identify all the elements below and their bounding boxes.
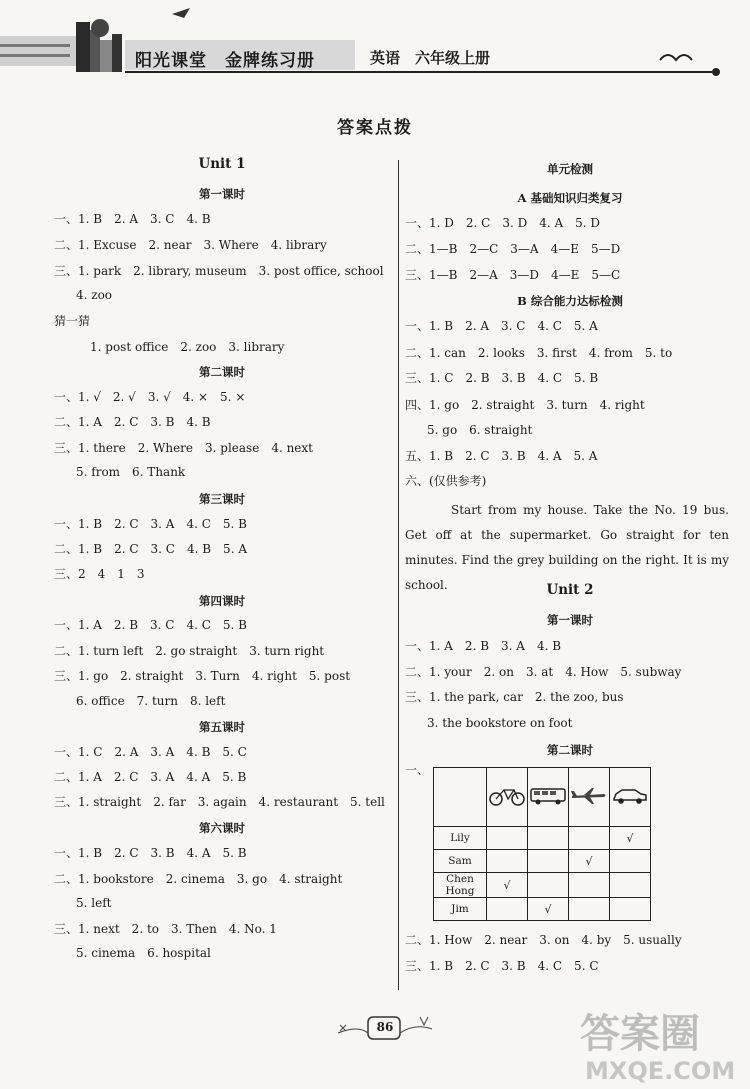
answer-line: 一、1. C 2. A 3. A 4. B 5. C bbox=[54, 745, 247, 759]
car-icon bbox=[611, 786, 649, 806]
lesson-heading: 第三课时 bbox=[199, 492, 245, 506]
page-title: 答案点拨 bbox=[337, 118, 413, 138]
lesson-heading: 第一课时 bbox=[199, 187, 245, 201]
header-stripe bbox=[0, 44, 70, 47]
mark-cell: √ bbox=[487, 873, 528, 898]
answer-line: 一、1. A 2. B 3. A 4. B bbox=[405, 639, 562, 653]
leaf-icon bbox=[420, 1017, 428, 1025]
bus-icon bbox=[529, 786, 567, 806]
watermark-url: MXQE.COM bbox=[585, 1057, 736, 1085]
answer-line: 一、1. B 2. C 3. B 4. A 5. B bbox=[54, 846, 247, 860]
mark-cell bbox=[610, 850, 651, 873]
answer-line: 5. go 6. straight bbox=[427, 423, 533, 437]
answer-line: 3. the bookstore on foot bbox=[427, 716, 573, 730]
header-decoration bbox=[0, 0, 750, 90]
bicycle-icon bbox=[488, 786, 526, 806]
unit-heading: Unit 2 bbox=[546, 582, 594, 598]
answer-line: 一、1. B 2. A 3. C 4. C 5. A bbox=[405, 319, 598, 333]
mark-cell bbox=[610, 898, 651, 921]
answer-line: 一、1. B 2. A 3. C 4. B bbox=[54, 212, 211, 226]
answer-line: 三、1. B 2. C 3. B 4. C 5. C bbox=[405, 959, 599, 973]
lesson-heading: 第二课时 bbox=[199, 365, 245, 379]
table-row bbox=[434, 850, 651, 873]
answer-line: 一、1. B 2. C 3. A 4. C 5. B bbox=[54, 517, 247, 531]
answer-line: 六、(仅供参考) bbox=[405, 474, 487, 488]
answer-line: 三、1. there 2. Where 3. please 4. next bbox=[54, 441, 314, 455]
answer-line: 二、1. turn left 2. go straight 3. turn right bbox=[54, 644, 325, 658]
table-header-cell bbox=[487, 768, 528, 827]
lesson-heading: 第四课时 bbox=[199, 594, 245, 608]
student-name-cell: Jim bbox=[434, 898, 487, 921]
answer-line: 一、1. √ 2. √ 3. √ 4. × 5. × bbox=[54, 390, 246, 404]
student-name-cell: Chen Hong bbox=[434, 873, 487, 898]
mark-cell bbox=[528, 873, 569, 898]
mark-cell bbox=[528, 850, 569, 873]
answer-line: 一、1. D 2. C 3. D 4. A 5. D bbox=[405, 216, 601, 230]
student-name-cell: Sam bbox=[434, 850, 487, 873]
section-heading: 单元检测 bbox=[547, 162, 593, 176]
table-row bbox=[434, 873, 651, 898]
answer-line: 三、1. C 2. B 3. B 4. C 5. B bbox=[405, 371, 599, 385]
unit-heading: Unit 1 bbox=[198, 156, 246, 172]
footer-swirl bbox=[400, 1027, 432, 1033]
birds-icon bbox=[660, 55, 692, 60]
answer-line: 一、1. A 2. B 3. C 4. C 5. B bbox=[54, 618, 247, 632]
answer-line: 二、1. bookstore 2. cinema 3. go 4. straight bbox=[54, 872, 343, 886]
section-heading: 猜一猜 bbox=[54, 314, 91, 328]
column-divider bbox=[398, 160, 399, 990]
mark-cell bbox=[528, 827, 569, 850]
mark-cell: √ bbox=[528, 898, 569, 921]
answer-line: 1. post office 2. zoo 3. library bbox=[90, 340, 285, 354]
answer-line: 二、1. can 2. looks 3. first 4. from 5. to bbox=[405, 346, 673, 360]
plane-icon bbox=[570, 786, 608, 806]
essay-paragraph: Start from my house. Take the No. 19 bus. Get off at the supermarket. Go straight for ten minutes. Find the grey building on the right. It is my school. bbox=[405, 503, 729, 592]
page-footer bbox=[0, 1005, 750, 1085]
paper-plane-icon bbox=[172, 8, 190, 18]
star-icon bbox=[340, 1025, 346, 1031]
footer-decoration bbox=[0, 1005, 750, 1085]
answer-line: 三、1—B 2—A 3—D 4—E 5—C bbox=[405, 268, 621, 282]
lesson-heading: 第六课时 bbox=[199, 821, 245, 835]
answer-line: 三、1. straight 2. far 3. again 4. restaurant 5. tell bbox=[54, 795, 385, 809]
table-header-cell bbox=[569, 768, 610, 827]
answer-line: 四、1. go 2. straight 3. turn 4. right bbox=[405, 398, 645, 412]
transport-table bbox=[433, 767, 651, 921]
section-heading: B 综合能力达标检测 bbox=[517, 294, 623, 308]
answer-line: 二、1. Excuse 2. near 3. Where 4. library bbox=[54, 238, 327, 252]
mark-cell: √ bbox=[569, 850, 610, 873]
answer-line: 五、1. B 2. C 3. B 4. A 5. A bbox=[405, 449, 598, 463]
section-heading: A 基础知识归类复习 bbox=[517, 191, 623, 205]
answer-line: 三、1. go 2. straight 3. Turn 4. right 5. post bbox=[54, 669, 351, 683]
table-corner-cell bbox=[434, 768, 487, 827]
answer-line: 5. from 6. Thank bbox=[76, 465, 186, 479]
book-series-title: 阳光课堂 金牌练习册 bbox=[135, 51, 315, 71]
answer-line: 二、1. your 2. on 3. at 4. How 5. subway bbox=[405, 665, 682, 679]
table-row bbox=[434, 898, 651, 921]
table-header-cell bbox=[610, 768, 651, 827]
header-rule-dot bbox=[712, 68, 720, 76]
answer-line: 三、2 4 1 3 bbox=[54, 567, 145, 581]
answer-line: 4. zoo bbox=[76, 288, 113, 302]
footer-swirl bbox=[338, 1029, 368, 1033]
answer-line: 三、1. the park, car 2. the zoo, bus bbox=[405, 690, 624, 704]
answer-line: 二、1. A 2. C 3. B 4. B bbox=[54, 415, 211, 429]
answer-line: 三、1. next 2. to 3. Then 4. No. 1 bbox=[54, 922, 277, 936]
table-header-row bbox=[434, 768, 651, 827]
mark-cell bbox=[487, 827, 528, 850]
lesson-heading: 第五课时 bbox=[199, 720, 245, 734]
mark-cell bbox=[487, 850, 528, 873]
mark-cell bbox=[569, 827, 610, 850]
table-row bbox=[434, 827, 651, 850]
watermark-logo: 答案圈 bbox=[580, 1011, 700, 1057]
mark-cell: √ bbox=[610, 827, 651, 850]
answer-line: 6. office 7. turn 8. left bbox=[76, 694, 226, 708]
header-left-band bbox=[0, 36, 84, 66]
mark-cell bbox=[569, 898, 610, 921]
answer-line: 二、1—B 2—C 3—A 4—E 5—D bbox=[405, 242, 621, 256]
mark-cell bbox=[569, 873, 610, 898]
lesson-heading: 第一课时 bbox=[547, 613, 593, 627]
mark-cell bbox=[610, 873, 651, 898]
book-subject-label: 英语 六年级上册 bbox=[370, 49, 491, 67]
student-name-cell: Lily bbox=[434, 827, 487, 850]
mark-cell bbox=[487, 898, 528, 921]
answer-line: 5. cinema 6. hospital bbox=[76, 946, 211, 960]
answer-line: 二、1. A 2. C 3. A 4. A 5. B bbox=[54, 770, 247, 784]
answer-line: 二、1. B 2. C 3. C 4. B 5. A bbox=[54, 542, 247, 556]
header-stripe bbox=[0, 54, 70, 57]
answer-line: 5. left bbox=[76, 896, 112, 910]
question-number: 一、 bbox=[405, 763, 430, 777]
table-header-cell bbox=[528, 768, 569, 827]
answer-line: 三、1. park 2. library, museum 3. post office, school bbox=[54, 264, 384, 278]
lesson-heading: 第二课时 bbox=[547, 743, 593, 757]
answer-line: 二、1. How 2. near 3. on 4. by 5. usually bbox=[405, 933, 682, 947]
page-number: 86 bbox=[376, 1020, 394, 1034]
page-header bbox=[0, 0, 750, 90]
